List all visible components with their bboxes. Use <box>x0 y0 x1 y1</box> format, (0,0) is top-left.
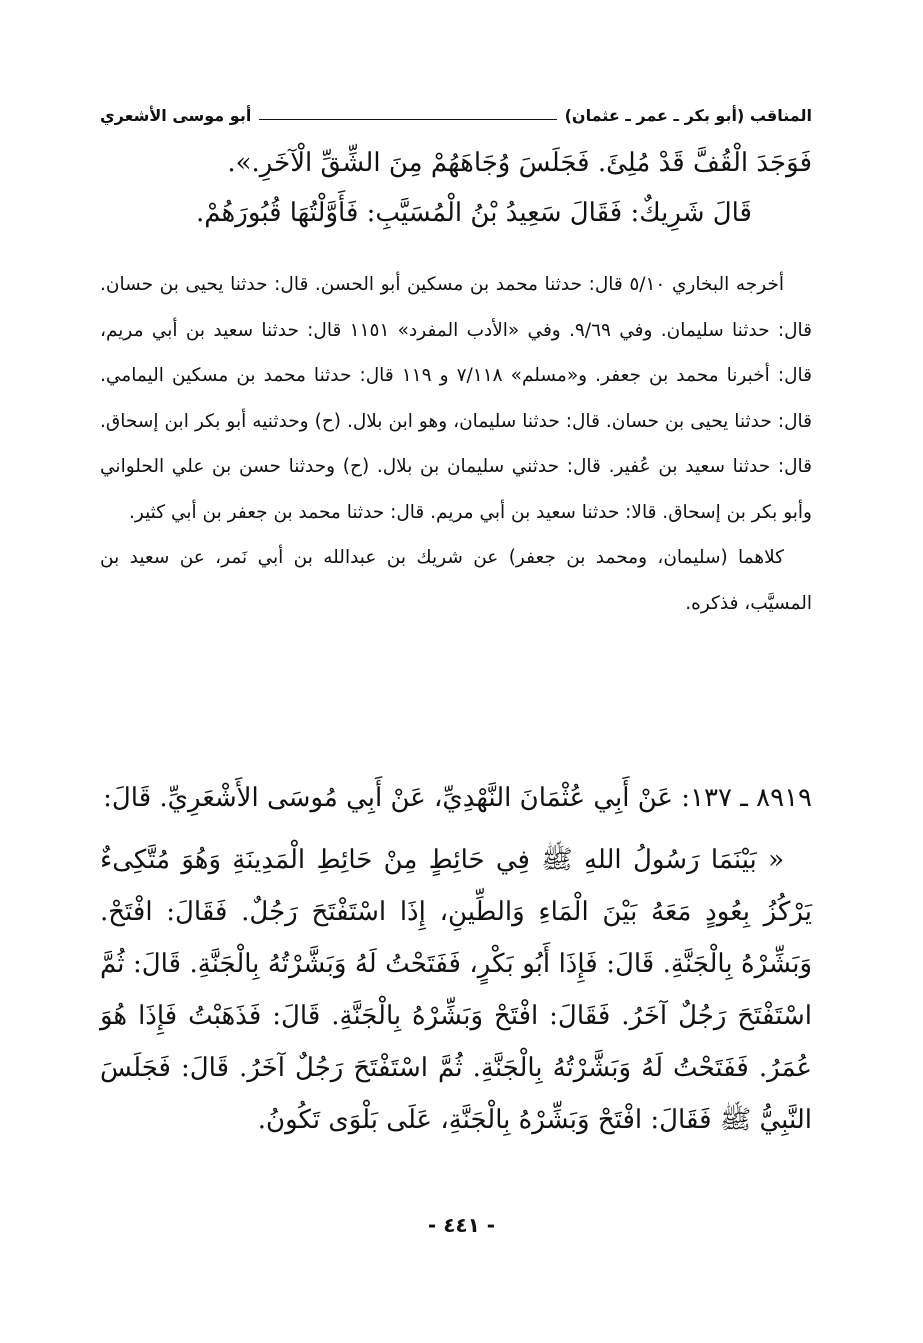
hadith-text-line: فَوَجَدَ الْقُفَّ قَدْ مُلِئَ. فَجَلَسَ وُجَاهَهُمْ مِنَ الشِّقِّ الْآخَرِ.». <box>227 148 812 178</box>
chapter-title: أبو موسى الأشعري <box>100 105 252 125</box>
running-header <box>100 100 812 130</box>
section-title: المناقب (أبو بكر ـ عمر ـ عثمان) <box>564 105 812 125</box>
header-rule <box>259 119 556 120</box>
takhrij-summary: كلاهما (سليمان، ومحمد بن جعفر) عن شريك بن عبدالله بن أبي نَمر، عن سعيد بن المسيَّب، فذكره. <box>100 547 812 614</box>
takhrij-notes <box>100 262 812 626</box>
hadith-matn: « بَيْنَمَا رَسُولُ اللهِ ﷺ فِي حَائِطٍ مِنْ حَائِطِ الْمَدِينَةِ وَهُوَ مُتَّكِىءٌ يَرْكُزُ بِعُودٍ مَعَهُ بَيْنَ الْمَاءِ وَالطِّينِ، إِذَا اسْتَفْتَحَ رَجُلٌ. فَقَالَ: افْتَحْ. وَبَشِّرْهُ بِالْجَنَّةِ. قَالَ: فَإِذَا أَبُو بَكْرٍ، فَفَتَحْتُ لَهُ وَبَشَّرْتُهُ بِالْجَنَّةِ. قَالَ: ثُمَّ اسْتَفْتَحَ رَجُلٌ آخَرُ. فَقَالَ: افْتَحْ وَبَشِّرْهُ بِالْجَنَّةِ. قَالَ: فَذَهَبْتُ فَإِذَا هُوَ عُمَرُ. فَفَتَحْتُ لَهُ وَبَشَّرْتُهُ بِالْجَنَّةِ. ثُمَّ اسْتَفْتَحَ رَجُلٌ آخَرُ. قَالَ: فَجَلَسَ النَّبِيُّ ﷺ فَقَالَ: افْتَحْ وَبَشِّرْهُ بِالْجَنَّةِ، عَلَى بَلْوَى تَكُونُ. <box>100 845 813 1135</box>
takhrij-paragraph: أخرجه البخاري ٥/١٠ قال: حدثنا محمد بن مسكين أبو الحسن. قال: حدثنا يحيى بن حسان. قال: حدثنا سليمان. وفي ٩/٦٩. وفي «الأدب المفرد» ١١٥١ قال: حدثنا سعيد بن أبي مريم، قال: أخبرنا محمد بن جعفر. و«مسلم» ٧/١١٨ و ١١٩ قال: حدثنا محمد بن مسكين اليمامي. قال: حدثنا يحيى بن حسان. قال: حدثنا سليمان، وهو ابن بلال. (ح) وحدثنيه أبو بكر ابن إسحاق. قال: حدثنا سعيد بن عُفير. قال: حدثني سليمان بن بلال. (ح) وحدثنا حسن بن علي الحلواني وأبو بكر بن إسحاق. قالا: حدثنا سعيد بن أبي مريم. قال: حدثنا محمد بن جعفر بن أبي كثير. <box>100 274 812 523</box>
page-number: - ٤٤١ - <box>427 1213 496 1237</box>
hadith-isnad: ٨٩١٩ ـ ١٣٧: عَنْ أَبِي عُثْمَانَ النَّهْدِيِّ، عَنْ أَبِي مُوسَى الأَشْعَرِيِّ. قَالَ: <box>103 783 812 813</box>
hadith-entry <box>100 772 812 1146</box>
sharik-comment: قَالَ شَرِيكٌ: فَقَالَ سَعِيدُ بْنُ الْمُسَيَّبِ: فَأَوَّلْتُهَا قُبُورَهُمْ. <box>195 198 752 228</box>
hadith-continuation <box>100 138 812 238</box>
